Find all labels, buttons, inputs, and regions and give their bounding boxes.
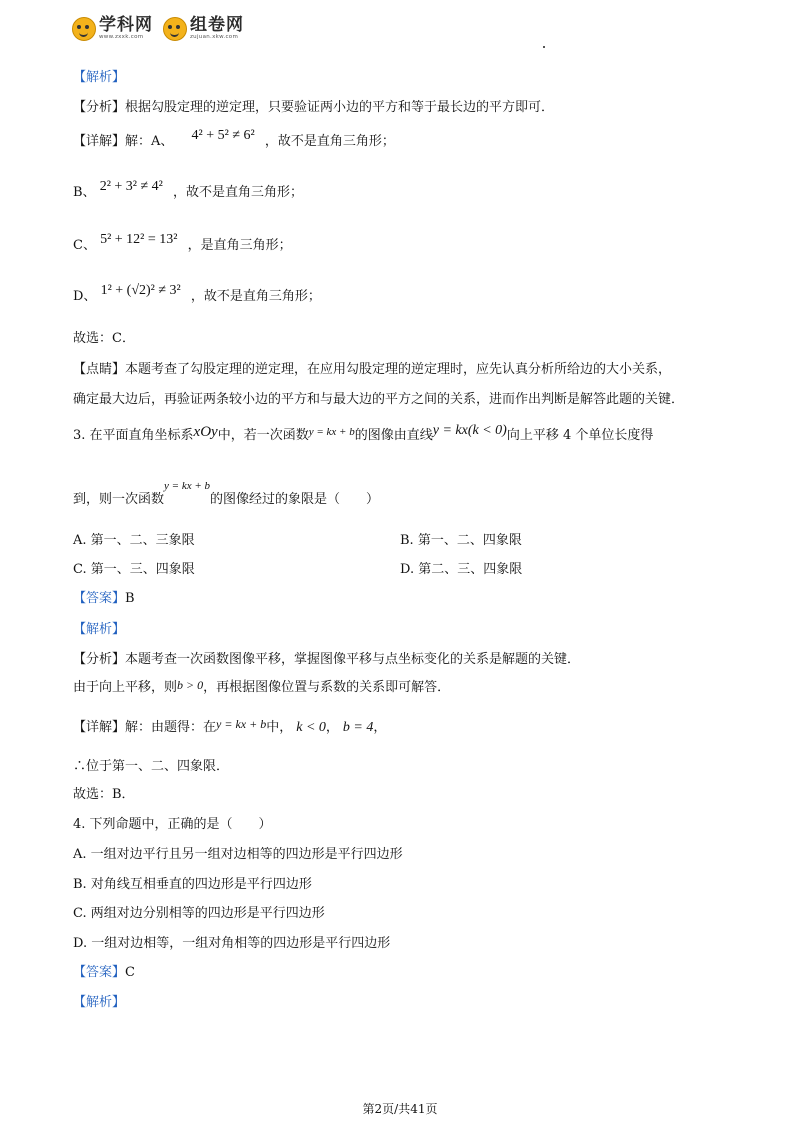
reason-a: 由于向上平移，则 — [73, 680, 178, 695]
q3-func1: y = kx + b — [308, 426, 355, 438]
q4-option-d: D. 一组对边相等，一组对角相等的四边形是平行四边形 — [73, 936, 391, 951]
option-d-head: D、 — [73, 289, 97, 304]
q3-stem-d: 向上平移 4 个单位长度得 — [506, 428, 654, 443]
q3-fenxi — [73, 648, 580, 667]
zujuan-logo-name: 组卷网 — [190, 15, 244, 36]
b-equals-4: b = 4 — [342, 720, 374, 735]
q3-answer — [73, 587, 135, 606]
fenxi-text: 本题考查一次函数图像平移，掌握图像平移与点坐标变化的关系是解题的关键． — [125, 652, 581, 667]
xiangjie-b: 中， — [266, 720, 293, 735]
daan-value: C — [125, 965, 135, 980]
q3-stem-line2 — [73, 480, 380, 507]
option-a-conclusion: ，故不是直角三角形； — [264, 134, 395, 149]
q2-xiangjie-c — [73, 234, 292, 254]
dianjing-text-1: 本题考查了勾股定理的逆定理，在应用勾股定理的逆定理时，应先认真分析所给边的大小关系， — [125, 362, 672, 377]
q3-reason — [73, 676, 450, 695]
page-number: 第2页/共41页 — [362, 1102, 438, 1116]
stray-dot — [543, 46, 545, 48]
zujuan-logo-url: zujuan.xkw.com — [190, 34, 239, 41]
q4-option-b: B. 对角线互相垂直的四边形是平行四边形 — [73, 877, 312, 892]
xiangjie-c: ， — [325, 720, 339, 735]
mascot-icon — [163, 17, 187, 41]
q3-jiexi-label: 【解析】 — [73, 622, 126, 637]
fenxi-tag: 【分析】 — [73, 100, 126, 115]
q4-jiexi-label: 【解析】 — [73, 995, 126, 1010]
option-b-conclusion: ，故不是直角三角形； — [173, 185, 304, 200]
q3-func3: y = kx + b — [164, 480, 211, 492]
q4-answer — [73, 961, 135, 980]
header-logos — [72, 14, 254, 44]
q3-stem-line1 — [73, 424, 653, 444]
q3-option-c: C. 第一、三、四象限 — [73, 562, 195, 577]
q3-option-a: A. 第一、二、三象限 — [73, 533, 195, 548]
q2-dianjing-1 — [73, 358, 671, 377]
b-positive: b > 0 — [177, 678, 204, 692]
option-c-head: C、 — [73, 238, 96, 253]
xiangjie-tag: 【详解】 — [73, 134, 126, 149]
q4-stem: 4. 下列命题中，正确的是（ ） — [73, 817, 272, 832]
zujuan-logo[interactable] — [163, 17, 244, 41]
daan-tag: 【答案】 — [73, 965, 126, 980]
dianjing-tag: 【点睛】 — [73, 362, 126, 377]
xiangjie-func: y = kx + b — [216, 717, 267, 731]
q3-stem-c: 的图像由直线 — [354, 428, 433, 443]
q4-option-c: C. 两组对边分别相等的四边形是平行四边形 — [73, 906, 325, 921]
q3-stem-b: 中，若一次函数 — [217, 428, 309, 443]
q2-dianjing-2: 确定最大边后，再验证两条较小边的平方和与最大边的平方之间的关系，进而作出判断是解答此题的关键． — [73, 392, 685, 407]
fenxi-tag: 【分析】 — [73, 652, 126, 667]
zxxk-logo-name: 学科网 — [99, 15, 153, 36]
q2-xiangjie-a — [73, 130, 395, 150]
q2-answer-choice: 故选：C． — [73, 331, 135, 346]
daan-tag: 【答案】 — [73, 591, 126, 606]
q2-xiangjie-b — [73, 181, 303, 201]
option-b-equation: 2² + 3² ≠ 4² — [99, 179, 163, 194]
q3-xiangjie — [73, 716, 386, 736]
option-b-head: B、 — [73, 185, 96, 200]
zxxk-logo-url: www.zxxk.com — [99, 34, 144, 41]
option-d-equation: 1² + (√2)² ≠ 3² — [100, 283, 181, 298]
q2-xiangjie-d — [73, 285, 321, 305]
reason-b: ，再根据图像位置与系数的关系即可解答． — [203, 680, 451, 695]
q3-xoy: xOy — [193, 424, 218, 440]
q4-option-a: A. 一组对边平行且另一组对边相等的四边形是平行四边形 — [73, 847, 403, 862]
option-d-conclusion: ，故不是直角三角形； — [190, 289, 321, 304]
q3-therefore: ∴位于第一、二、四象限． — [73, 759, 230, 774]
q3-stem-a: 3. 在平面直角坐标系 — [73, 428, 194, 443]
q2-fenxi — [73, 96, 554, 115]
xiangjie-a: 解：由题得：在 — [125, 720, 217, 735]
mascot-icon — [72, 17, 96, 41]
xiangjie-tag: 【详解】 — [73, 720, 126, 735]
option-c-equation: 5² + 12² = 13² — [100, 232, 178, 247]
option-a-equation: 4² + 5² ≠ 6² — [191, 128, 255, 143]
q3-option-d: D. 第二、三、四象限 — [400, 562, 523, 577]
q3-stem-e: 到，则一次函数 — [73, 492, 165, 507]
q3-answer-choice: 故选：B． — [73, 787, 135, 802]
option-c-conclusion: ，是直角三角形； — [187, 238, 292, 253]
xiangjie-intro: 解：A、 — [125, 134, 174, 149]
xiangjie-d: ， — [373, 720, 387, 735]
zxxk-logo[interactable] — [72, 17, 153, 41]
q3-func2: y = kx(k < 0) — [432, 423, 507, 438]
q3-option-b: B. 第一、二、四象限 — [400, 533, 522, 548]
fenxi-text: 根据勾股定理的逆定理，只要验证两小边的平方和等于最长边的平方即可． — [125, 100, 555, 115]
q3-stem-f: 的图像经过的象限是（ ） — [210, 492, 380, 507]
k-negative: k < 0 — [296, 720, 326, 735]
daan-value: B — [125, 591, 135, 606]
q2-jiexi-label: 【解析】 — [73, 70, 126, 85]
